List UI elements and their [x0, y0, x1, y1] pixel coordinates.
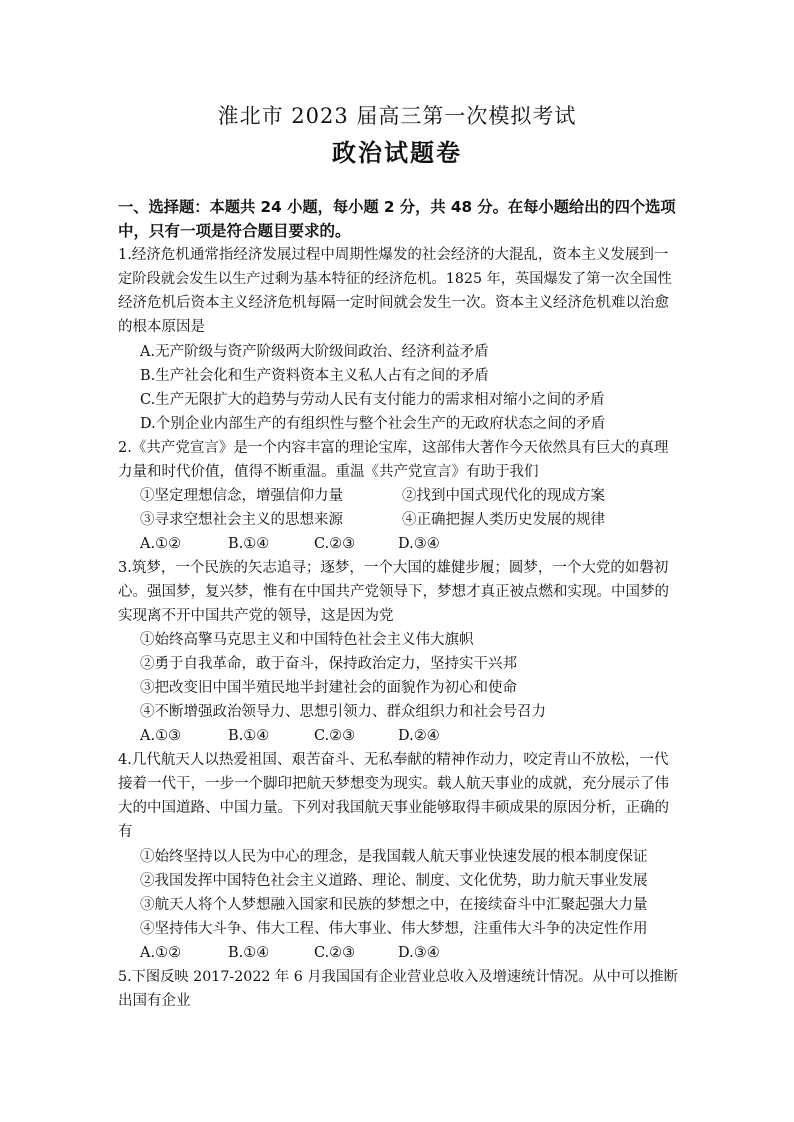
question-5-stem: 5.下图反映 2017-2022 年 6 月我国国有企业营业总收入及增速统计情况。从中可以推断 [118, 969, 678, 985]
option-b: B.①④ [228, 728, 270, 744]
question-2-options [140, 532, 700, 556]
option-b: B.①④ [228, 945, 270, 961]
question-1-option-a: A.无产阶级与资产阶级两大阶级间政治、经济利益矛盾 [140, 344, 489, 360]
question-4-statement-1: ①始终坚持以人民为中心的理念，是我国载人航天事业快速发展的根本制度保证 [140, 849, 648, 865]
question-2-statements-row [140, 484, 678, 508]
question-3-stem: 心。强国梦，复兴梦，惟有在中国共产党领导下，梦想才真正被点燃和实现。中国梦的 [118, 584, 669, 600]
question-4-stem: 接着一代干，一步一个脚印把航天梦想变为现实。载人航天事业的成就，充分展示了伟 [118, 776, 669, 792]
question-2-statements-row [140, 508, 678, 532]
question-2-stem: 2.《共产党宣言》是一个内容丰富的理论宝库，这部伟大著作今天依然具有巨大的真理 [118, 440, 669, 456]
question-2-statement-4: ④正确把握人类历史发展的规律 [402, 512, 605, 528]
question-1-stem: 1.经济危机通常指经济发展过程中周期性爆发的社会经济的大混乱，资本主义发展到一 [118, 247, 669, 263]
question-1-option-c: C.生产无限扩大的趋势与劳动人民有支付能力的需求相对缩小之间的矛盾 [140, 392, 605, 408]
question-4-stem: 有 [118, 824, 133, 840]
option-b: B.①④ [228, 536, 270, 552]
section-instruction-line: 中，只有一项是符合题目要求的。 [118, 222, 351, 240]
question-1-stem: 经济危机后资本主义经济危机每隔一定时间就会发生一次。资本主义经济危机难以治愈 [118, 295, 669, 311]
question-3-statement-1: ①始终高擎马克思主义和中国特色社会主义伟大旗帜 [140, 632, 474, 648]
question-2-stem: 力量和时代价值，值得不断重温。重温《共产党宣言》有助于我们 [118, 464, 539, 480]
option-d: D.③④ [398, 945, 440, 961]
question-1-option-d: D.个别企业内部生产的有组织性与整个社会生产的无政府状态之间的矛盾 [140, 416, 606, 432]
question-4-statement-3: ③航天人将个人梦想融入国家和民族的梦想之中，在接续奋斗中汇聚起强大力量 [140, 897, 648, 913]
option-d: D.②④ [398, 728, 440, 744]
question-4-statement-4: ④坚持伟大斗争、伟大工程、伟大事业、伟大梦想，注重伟大斗争的决定性作用 [140, 921, 648, 937]
question-1-stem: 定阶段就会发生以生产过剩为基本特征的经济危机。1825 年，英国爆发了第一次全国性 [118, 271, 672, 287]
question-3-statement-4: ④不断增强政治领导力、思想引领力、群众组织力和社会号召力 [140, 704, 546, 720]
option-c: C.②③ [314, 728, 356, 744]
option-a: A.①③ [140, 728, 182, 744]
option-a: A.①② [140, 945, 182, 961]
question-3-stem: 3.筑梦，一个民族的矢志追寻；逐梦，一个大国的雄健步履；圆梦，一个大党的如磐初 [118, 560, 669, 576]
question-1-stem: 的根本原因是 [118, 319, 205, 335]
option-d: D.③④ [398, 536, 440, 552]
option-a: A.①② [140, 536, 182, 552]
question-3-statement-3: ③把改变旧中国半殖民地半封建社会的面貌作为初心和使命 [140, 680, 517, 696]
section-instruction-line: 一、选择题：本题共 24 小题，每小题 2 分，共 48 分。在每小题给出的四个选项 [118, 198, 676, 216]
option-c: C.②③ [314, 945, 356, 961]
question-4-stem: 4.几代航天人以热爱祖国、艰苦奋斗、无私奉献的精神作动力，咬定青山不放松，一代 [118, 752, 669, 768]
question-3-statement-2: ②勇于自我革命，敢于奋斗，保持政治定力，坚持实干兴邦 [140, 656, 517, 672]
paper-title: 政治试题卷 [332, 138, 462, 167]
option-c: C.②③ [314, 536, 356, 552]
question-4-statement-2: ②我国发挥中国特色社会主义道路、理论、制度、文化优势，助力航天事业发展 [140, 873, 648, 889]
question-4-stem: 大的中国道路、中国力量。下列对我国航天事业能够取得丰硕成果的原因分析，正确的 [118, 800, 669, 816]
question-1-option-b: B.生产社会化和生产资料资本主义私人占有之间的矛盾 [140, 368, 489, 384]
question-2-statement-1: ①坚定理想信念，增强信仰力量 [140, 488, 343, 504]
question-5-stem: 出国有企业 [118, 993, 191, 1009]
question-2-statement-3: ③寻求空想社会主义的思想来源 [140, 512, 343, 528]
exam-title: 淮北市 2023 届高三第一次模拟考试 [217, 104, 577, 128]
question-4-options [140, 941, 700, 965]
question-2-statement-2: ②找到中国式现代化的现成方案 [402, 488, 605, 504]
question-3-options [140, 724, 700, 748]
question-3-stem: 实现离不开中国共产党的领导，这是因为党 [118, 608, 394, 624]
